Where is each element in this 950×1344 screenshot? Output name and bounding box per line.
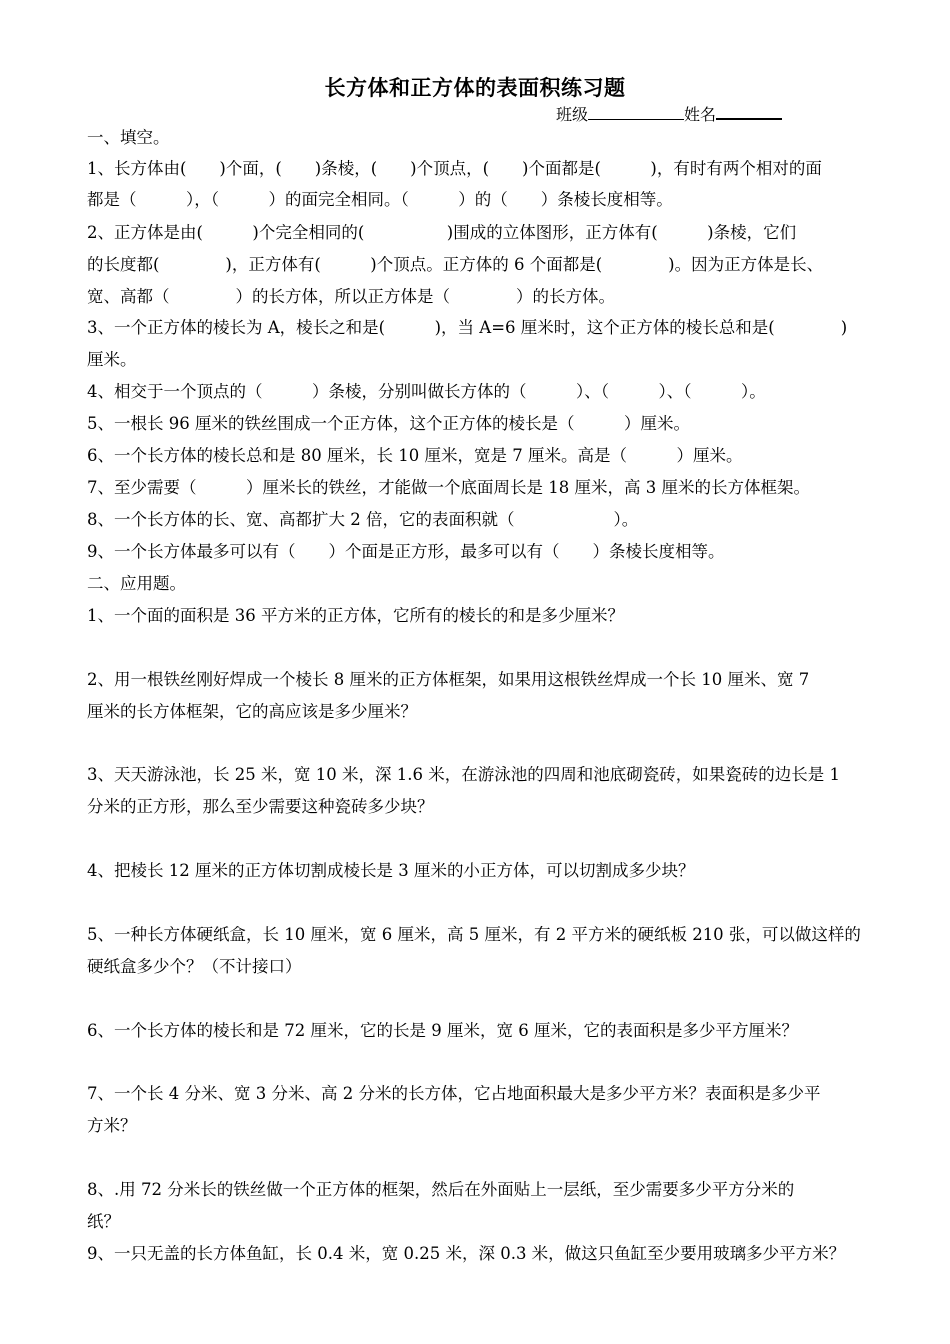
application-line: 分米的正方形，那么至少需要这种瓷砖多少块？: [87, 797, 434, 816]
fill-in-line: 宽、高都（ ）的长方体，所以正方体是（ ）的长方体。: [87, 287, 615, 306]
class-label: 班级: [556, 105, 589, 124]
application-line: 6、一个长方体的棱长和是 72 厘米，它的长是 9 厘米，宽 6 厘米，它的表面积是多少平方厘米？: [87, 1021, 798, 1040]
section-heading-fill-in: 一、填空。: [87, 128, 170, 147]
class-name-line: [556, 102, 782, 125]
application-line: 7、一个长 4 分米、宽 3 分米、高 2 分米的长方体，它占地面积最大是多少平方米？表面积是多少平: [87, 1084, 821, 1103]
fill-in-line: 5、一根长 96 厘米的铁丝围成一个正方体，这个正方体的棱长是（ ）厘米。: [87, 414, 690, 433]
application-line: 2、用一根铁丝刚好焊成一个棱长 8 厘米的正方体框架，如果用这根铁丝焊成一个长 10 厘米、宽 7: [87, 670, 810, 689]
page-title: 长方体和正方体的表面积练习题: [324, 76, 626, 100]
application-line: 厘米的长方体框架，它的高应该是多少厘米？: [87, 702, 417, 721]
application-line: 硬纸盒多少个？（不计接口）: [87, 957, 302, 976]
fill-in-line: 4、相交于一个顶点的（ ）条棱，分别叫做长方体的（ ）、（ ）、（ ）。: [87, 382, 766, 401]
fill-in-line: 7、至少需要（ ）厘米长的铁丝，才能做一个底面周长是 18 厘米，高 3 厘米的长方体框架。: [87, 478, 810, 497]
fill-in-line: 1、长方体由( )个面，( )条棱，( )个顶点，( )个面都是( )，有时有两个相对的面: [87, 159, 822, 178]
name-label: 姓名: [684, 105, 717, 124]
fill-in-line: 3、一个正方体的棱长为 A，棱长之和是( )，当 A=6 厘米时，这个正方体的棱长总和是( ): [87, 318, 848, 337]
class-blank[interactable]: [588, 103, 684, 120]
application-line: 3、天天游泳池，长 25 米，宽 10 米，深 1.6 米，在游泳池的四周和池底砌瓷砖，如果瓷砖的边长是 1: [87, 765, 840, 784]
fill-in-line: 8、一个长方体的长、宽、高都扩大 2 倍，它的表面积就（ ）。: [87, 510, 639, 529]
fill-in-line: 的长度都( )，正方体有( )个顶点。正方体的 6 个面都是( )。因为正方体是长、: [87, 255, 824, 274]
application-line: 9、一只无盖的长方体鱼缸，长 0.4 米，宽 0.25 米，深 0.3 米，做这只鱼缸至少要用玻璃多少平方米？: [87, 1244, 846, 1263]
application-line: 8、.用 72 分米长的铁丝做一个正方体的框架，然后在外面贴上一层纸，至少需要多少平方分米的: [87, 1180, 795, 1199]
section-heading-applications: 二、应用题。: [87, 574, 186, 593]
name-blank[interactable]: [716, 102, 782, 120]
application-line: 方米？: [87, 1116, 137, 1135]
fill-in-line: 2、正方体是由( )个完全相同的( )围成的立体图形，正方体有( )条棱，它们: [87, 223, 797, 242]
application-line: 4、把棱长 12 厘米的正方体切割成棱长是 3 厘米的小正方体，可以切割成多少块？: [87, 861, 695, 880]
fill-in-line: 6、一个长方体的棱长总和是 80 厘米，长 10 厘米，宽是 7 厘米。高是（ ）厘米。: [87, 446, 743, 465]
fill-in-line: 9、一个长方体最多可以有（ ）个面是正方形，最多可以有（ ）条棱长度相等。: [87, 542, 725, 561]
fill-in-line: 厘米。: [87, 350, 137, 369]
fill-in-line: 都是（ ），（ ）的面完全相同。（ ）的（ ）条棱长度相等。: [87, 190, 673, 209]
application-line: 5、一种长方体硬纸盒，长 10 厘米，宽 6 厘米，高 5 厘米，有 2 平方米的硬纸板 210 张，可以做这样的: [87, 925, 861, 944]
application-line: 纸？: [87, 1212, 120, 1231]
application-line: 1、一个面的面积是 36 平方米的正方体，它所有的棱长的和是多少厘米？: [87, 606, 624, 625]
